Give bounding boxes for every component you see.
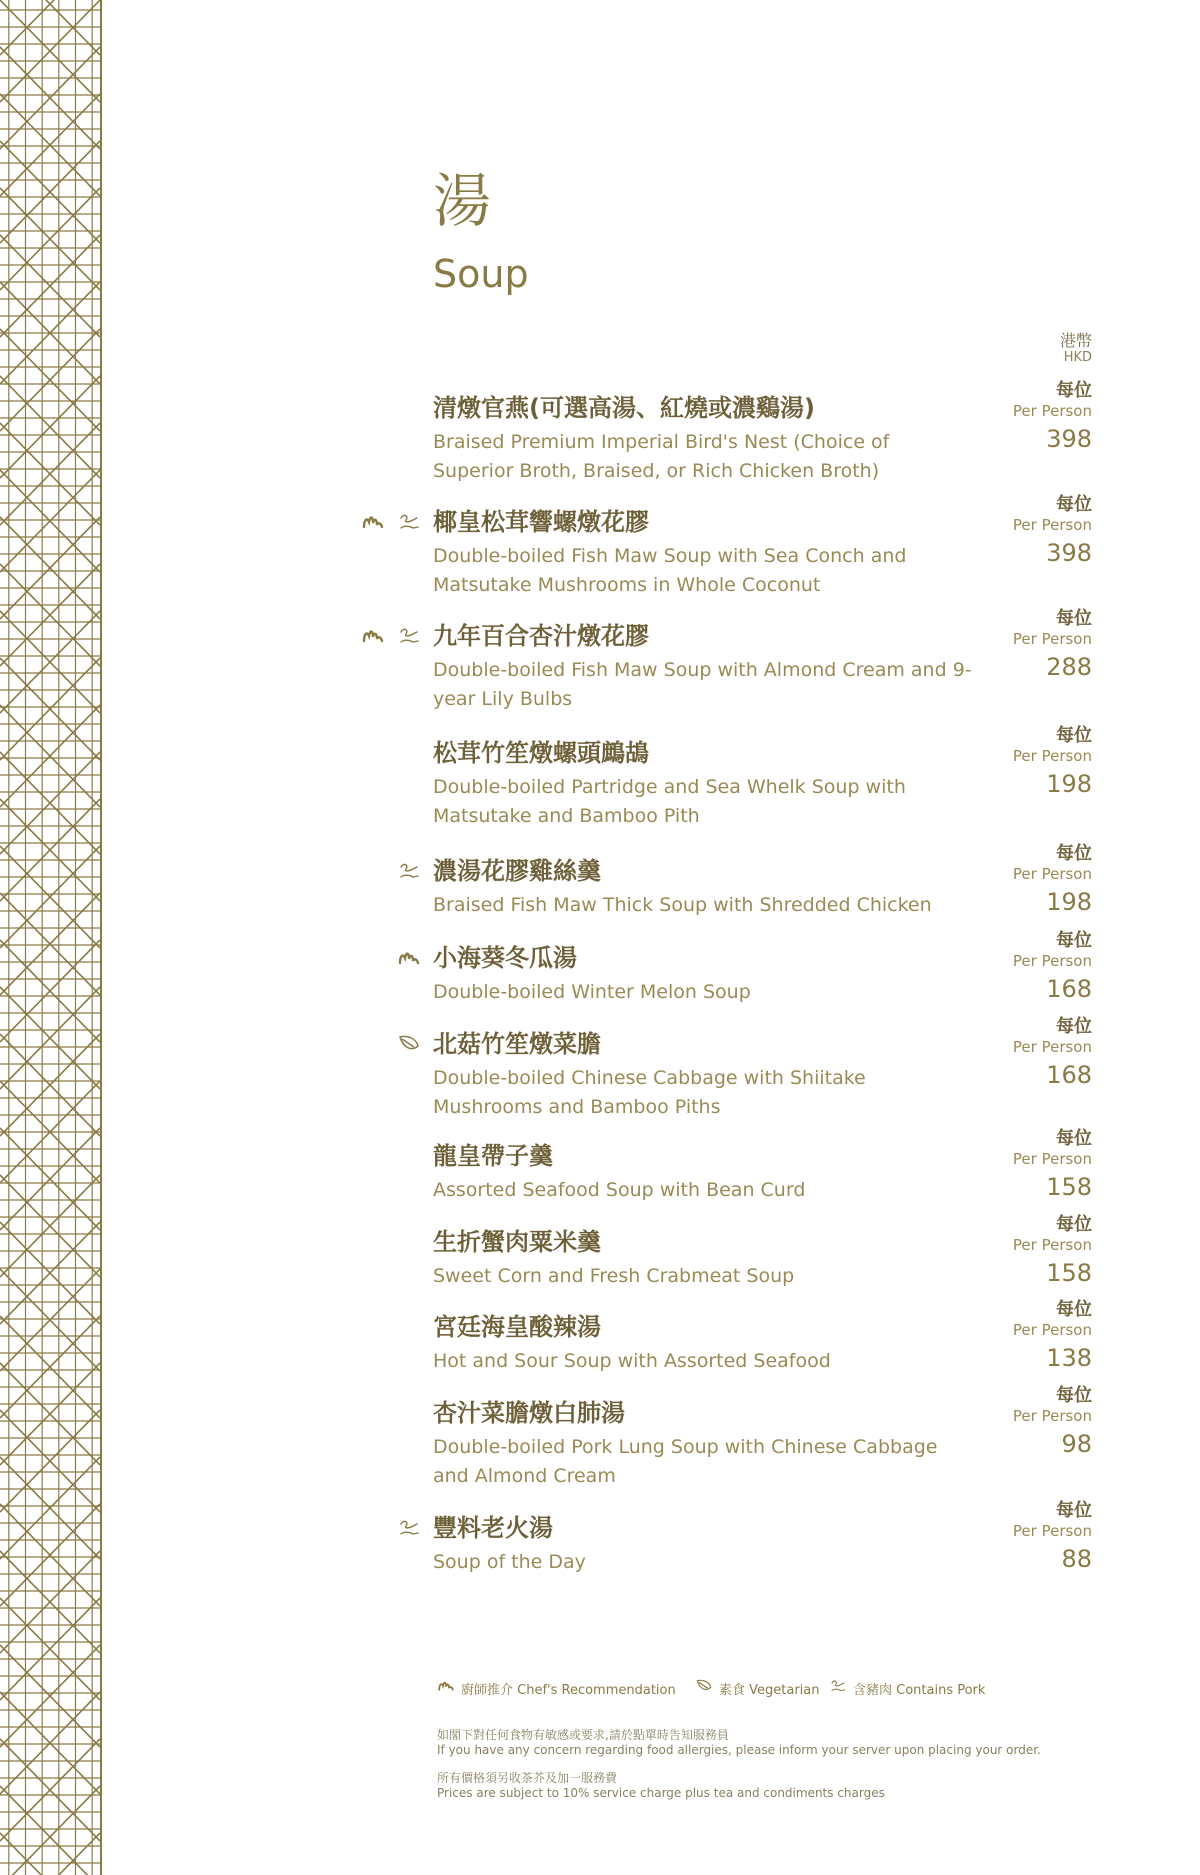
pig-icon <box>397 510 421 534</box>
item-price <box>1013 845 1092 914</box>
item-description-en: Braised Fish Maw Thick Soup with Shredded Chicken <box>433 894 932 916</box>
price-amount: 288 <box>1046 653 1092 681</box>
price-amount: 198 <box>1046 888 1092 916</box>
item-description-en: Assorted Seafood Soup with Bean Curd <box>433 1179 806 1201</box>
item-price <box>1013 382 1092 451</box>
currency-label <box>1060 333 1092 364</box>
item-name-zh: 龍皇帶子羹 <box>433 1142 553 1170</box>
pig-icon <box>397 624 421 648</box>
item-description-en: Braised Premium Imperial Bird's Nest (Choice of Superior Broth, Braised, or Rich Chicken Broth) <box>433 431 890 482</box>
chef-hat-icon <box>437 1677 455 1695</box>
item-name-zh: 北菇竹笙燉菜膽 <box>433 1030 601 1058</box>
legend-chef-label: 廚師推介 Chef's Recommendation <box>461 1683 676 1698</box>
page-title-english: Soup <box>433 252 529 296</box>
item-price <box>1013 1301 1092 1370</box>
per-person-zh: 每位 <box>1056 494 1092 515</box>
item-name-zh: 小海葵冬瓜湯 <box>433 944 577 972</box>
per-person-en: Per Person <box>1012 1321 1092 1339</box>
per-person-en: Per Person <box>1012 952 1092 970</box>
chef-hat-icon <box>361 510 385 534</box>
per-person-zh: 每位 <box>1056 1385 1092 1406</box>
pig-icon <box>397 1516 421 1540</box>
service-charge-note <box>437 1771 1117 1801</box>
pig-icon <box>397 859 421 883</box>
per-person-zh: 每位 <box>1056 725 1092 746</box>
per-person-zh: 每位 <box>1056 843 1092 864</box>
item-description-en: Double-boiled Chinese Cabbage with Shiitake Mushrooms and Bamboo Piths <box>433 1067 866 1118</box>
price-amount: 158 <box>1046 1173 1092 1201</box>
price-amount: 168 <box>1046 1061 1092 1089</box>
allergy-note-zh: 如閣下對任何食物有敏感或要求,請於點單時告知服務員 <box>437 1728 729 1742</box>
currency-en: HKD <box>1063 350 1092 365</box>
item-name-zh: 濃湯花膠雞絲羹 <box>433 857 601 885</box>
item-description-en: Soup of the Day <box>433 1551 586 1573</box>
pig-icon <box>829 1677 847 1695</box>
price-amount: 98 <box>1061 1430 1092 1458</box>
per-person-zh: 每位 <box>1056 1214 1092 1235</box>
per-person-zh: 每位 <box>1056 1500 1092 1521</box>
allergy-note-en: If you have any concern regarding food allergies, please inform your server upon placing your order. <box>437 1743 1041 1757</box>
per-person-en: Per Person <box>1012 630 1092 648</box>
item-price <box>1013 932 1092 1001</box>
item-description-en: Double-boiled Fish Maw Soup with Sea Conch and Matsutake Mushrooms in Whole Coconut <box>433 545 907 596</box>
item-name-zh: 松茸竹笙燉螺頭鷓鴣 <box>433 739 649 767</box>
item-price <box>1013 1018 1092 1087</box>
chef-hat-icon <box>361 624 385 648</box>
item-price <box>1013 496 1092 565</box>
per-person-en: Per Person <box>1012 1522 1092 1540</box>
price-amount: 168 <box>1046 975 1092 1003</box>
leaf-icon <box>695 1677 713 1695</box>
item-name-zh: 豐料老火湯 <box>433 1514 553 1542</box>
item-description-en: Double-boiled Winter Melon Soup <box>433 981 751 1003</box>
per-person-zh: 每位 <box>1056 1299 1092 1320</box>
per-person-en: Per Person <box>1012 1236 1092 1254</box>
item-name-zh: 生折蟹肉粟米羹 <box>433 1228 601 1256</box>
item-name-zh: 九年百合杏汁燉花膠 <box>433 622 649 650</box>
item-price <box>1013 1502 1092 1571</box>
price-amount: 398 <box>1046 539 1092 567</box>
price-amount: 198 <box>1046 770 1092 798</box>
chef-hat-icon <box>397 946 421 970</box>
item-description-en: Sweet Corn and Fresh Crabmeat Soup <box>433 1265 795 1287</box>
item-description-en: Double-boiled Fish Maw Soup with Almond Cream and 9-year Lily Bulbs <box>433 659 972 710</box>
currency-zh: 港幣 <box>1059 331 1092 350</box>
service-charge-note-en: Prices are subject to 10% service charge plus tea and condiments charges <box>437 1786 885 1800</box>
per-person-en: Per Person <box>1012 747 1092 765</box>
allergy-note <box>437 1728 1117 1758</box>
leaf-icon <box>397 1032 421 1056</box>
legend-vegetarian-label: 素食 Vegetarian <box>719 1683 820 1698</box>
item-name-zh: 清燉官燕(可選高湯、紅燒或濃鷄湯) <box>433 394 815 422</box>
per-person-en: Per Person <box>1012 402 1092 420</box>
per-person-en: Per Person <box>1012 1407 1092 1425</box>
legend-pork-label: 含豬肉 Contains Pork <box>853 1683 986 1698</box>
page-title-chinese: 湯 <box>433 167 492 235</box>
item-price <box>1013 727 1092 796</box>
per-person-zh: 每位 <box>1056 1016 1092 1037</box>
per-person-en: Per Person <box>1012 865 1092 883</box>
per-person-zh: 每位 <box>1056 930 1092 951</box>
service-charge-note-zh: 所有價格須另收茶芥及加一服務費 <box>437 1771 618 1785</box>
item-description-en: Double-boiled Partridge and Sea Whelk Soup with Matsutake and Bamboo Pith <box>433 776 906 827</box>
price-amount: 398 <box>1046 425 1092 453</box>
item-name-zh: 椰皇松茸響螺燉花膠 <box>433 508 649 536</box>
item-name-zh: 杏汁菜膽燉白肺湯 <box>433 1399 625 1427</box>
item-price <box>1013 1130 1092 1199</box>
item-price <box>1013 1387 1092 1456</box>
price-amount: 88 <box>1061 1545 1092 1573</box>
item-description-en: Double-boiled Pork Lung Soup with Chinese Cabbage and Almond Cream <box>433 1436 938 1487</box>
per-person-en: Per Person <box>1012 516 1092 534</box>
price-amount: 138 <box>1046 1344 1092 1372</box>
item-description-en: Hot and Sour Soup with Assorted Seafood <box>433 1350 831 1372</box>
item-name-zh: 宮廷海皇酸辣湯 <box>433 1313 601 1341</box>
per-person-zh: 每位 <box>1056 1128 1092 1149</box>
item-price <box>1013 1216 1092 1285</box>
item-price <box>1013 610 1092 679</box>
decorative-lattice-border <box>0 0 102 1875</box>
price-amount: 158 <box>1046 1259 1092 1287</box>
per-person-zh: 每位 <box>1056 608 1092 629</box>
per-person-en: Per Person <box>1012 1038 1092 1056</box>
per-person-en: Per Person <box>1012 1150 1092 1168</box>
per-person-zh: 每位 <box>1056 380 1092 401</box>
